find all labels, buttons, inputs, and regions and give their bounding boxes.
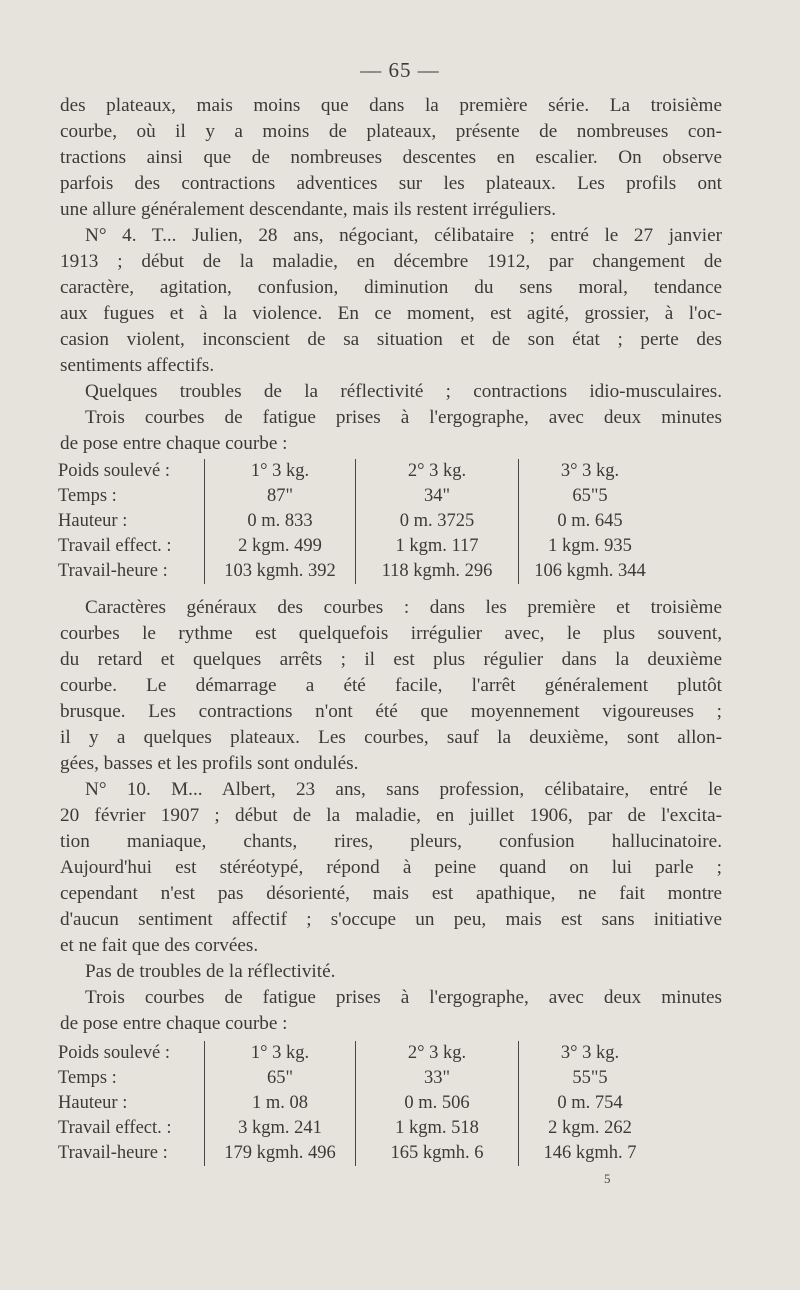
row-label: Travail-heure :: [58, 1141, 205, 1166]
table-cell: 1 kgm. 935: [548, 536, 632, 556]
text-line: 20 février 1907 ; début de la maladie, en juillet 1906, par de l'excita-: [60, 805, 722, 826]
table-row: [58, 484, 661, 509]
table-cell: 1 kgm. 518: [356, 1116, 519, 1141]
table-cell: 34": [356, 484, 519, 509]
table-cell: 103 kgmh. 392: [205, 559, 356, 584]
table-cell: 33": [356, 1066, 519, 1091]
text-line: tion maniaque, chants, rires, pleurs, confusion hallucinatoire.: [60, 831, 722, 852]
table-cell: 3 kgm. 241: [205, 1116, 356, 1141]
table-row: [58, 1066, 661, 1091]
text-line: parfois des contractions adventices sur les plateaux. Les profils ont: [60, 173, 722, 194]
table-row: [58, 1116, 661, 1141]
measurement-table-1: [58, 459, 661, 584]
text-line: Caractères généraux des courbes : dans les première et troisième: [85, 597, 722, 618]
signature-mark: 5: [604, 1171, 611, 1186]
text-line: cependant n'est pas désorienté, mais est apathique, ne fait montre: [60, 883, 722, 904]
paragraph-ergograph-intro: [60, 405, 722, 457]
table-cell: 1° 3 kg.: [205, 1041, 356, 1066]
text-line: il y a quelques plateaux. Les courbes, sauf la deuxième, sont allon-: [60, 727, 722, 748]
table-cell: 146 kgmh. 7: [543, 1143, 637, 1163]
text-line: gées, basses et les profils sont ondulés.: [60, 753, 359, 774]
text-line: sentiments affectifs.: [60, 355, 215, 376]
text-line: de pose entre chaque courbe :: [60, 433, 288, 454]
text-line: Aujourd'hui est stéréotypé, répond à peine quand on lui parle ;: [60, 857, 722, 878]
text-line: des plateaux, mais moins que dans la première série. La troisième: [60, 95, 722, 116]
table-cell: 118 kgmh. 296: [356, 559, 519, 584]
row-label: Poids soulevé :: [58, 1041, 205, 1066]
table-row: [58, 509, 661, 534]
table-cell: 2° 3 kg.: [356, 1041, 519, 1066]
text-line: N° 4. T... Julien, 28 ans, négociant, célibataire ; entré le 27 janvier: [85, 225, 722, 246]
text-line: une allure généralement descendante, mais ils restent irréguliers.: [60, 199, 557, 220]
text-line: courbes le rythme est quelquefois irrégulier avec, le plus souvent,: [60, 623, 722, 644]
table-cell: 106 kgmh. 344: [534, 561, 646, 581]
table-cell: 179 kgmh. 496: [205, 1141, 356, 1166]
text-line: de pose entre chaque courbe :: [60, 1013, 288, 1034]
table-row: [58, 1041, 661, 1066]
text-line: 1913 ; début de la maladie, en décembre 1912, par changement de: [60, 251, 722, 272]
row-label: Travail-heure :: [58, 559, 205, 584]
text-line: courbe, où il y a moins de plateaux, présente de nombreuses con-: [60, 121, 722, 142]
text-line: du retard et quelques arrêts ; il est plus régulier dans la deuxième: [60, 649, 722, 670]
paragraph-case-4: [60, 223, 722, 379]
table-cell: 87": [205, 484, 356, 509]
table-cell: 2° 3 kg.: [356, 459, 519, 484]
text-line: Trois courbes de fatigue prises à l'ergographe, avec deux minutes: [85, 407, 722, 428]
table-cell: 0 m. 754: [557, 1093, 623, 1113]
text-line: Pas de troubles de la réflectivité.: [85, 961, 336, 982]
row-label: Travail effect. :: [58, 534, 205, 559]
table-cell: 65"5: [572, 486, 608, 506]
paragraph-no-reflectivity: [60, 959, 722, 985]
text-line: courbe. Le démarrage a été facile, l'arrêt généralement plutôt: [60, 675, 722, 696]
table-cell: 165 kgmh. 6: [356, 1141, 519, 1166]
table-row: [58, 534, 661, 559]
table-row: [58, 559, 661, 584]
paragraph-ergograph-intro-2: [60, 985, 722, 1037]
row-label: Travail effect. :: [58, 1116, 205, 1141]
table-row: [58, 1091, 661, 1116]
page-number: — 65 —: [360, 58, 440, 82]
text-line: casion violent, inconscient de sa situation et de son état ; perte des: [60, 329, 722, 350]
table-cell: 0 m. 3725: [356, 509, 519, 534]
text-line: aux fugues et à la violence. En ce moment, est agité, grossier, à l'oc-: [60, 303, 722, 324]
table-cell: 2 kgm. 499: [205, 534, 356, 559]
table-cell: 0 m. 506: [356, 1091, 519, 1116]
table-cell: 55"5: [572, 1068, 608, 1088]
table-cell: 1 m. 08: [205, 1091, 356, 1116]
table-cell: 1 kgm. 117: [356, 534, 519, 559]
text-line: caractère, agitation, confusion, diminution du sens moral, tendance: [60, 277, 722, 298]
paragraph-continuation: [60, 93, 722, 223]
table-row: [58, 1141, 661, 1166]
table-cell: 3° 3 kg.: [560, 1043, 620, 1063]
text-line: Trois courbes de fatigue prises à l'ergographe, avec deux minutes: [85, 987, 722, 1008]
row-label: Hauteur :: [58, 1091, 205, 1116]
table-cell: 1° 3 kg.: [205, 459, 356, 484]
table-cell: 65": [205, 1066, 356, 1091]
row-label: Poids soulevé :: [58, 459, 205, 484]
table-cell: 3° 3 kg.: [560, 461, 620, 481]
paragraph-curve-characteristics: [60, 595, 722, 777]
text-line: d'aucun sentiment affectif ; s'occupe un peu, mais est sans initiative: [60, 909, 722, 930]
text-line: brusque. Les contractions n'ont été que moyennement vigoureuses ;: [60, 701, 722, 722]
row-label: Temps :: [58, 1066, 205, 1091]
text-line: N° 10. M... Albert, 23 ans, sans profession, célibataire, entré le: [85, 779, 722, 800]
text-line: et ne fait que des corvées.: [60, 935, 259, 956]
text-line: Quelques troubles de la réflectivité ; contractions idio-musculaires.: [85, 381, 722, 402]
row-label: Hauteur :: [58, 509, 205, 534]
table-cell: 2 kgm. 262: [548, 1118, 632, 1138]
table-row: [58, 459, 661, 484]
table-cell: 0 m. 645: [557, 511, 623, 531]
paragraph-case-10: [60, 777, 722, 959]
row-label: Temps :: [58, 484, 205, 509]
table-cell: 0 m. 833: [205, 509, 356, 534]
paragraph-reflectivity: [60, 379, 722, 405]
measurement-table-2: [58, 1041, 661, 1166]
text-line: tractions ainsi que de nombreuses descentes en escalier. On observe: [60, 147, 722, 168]
